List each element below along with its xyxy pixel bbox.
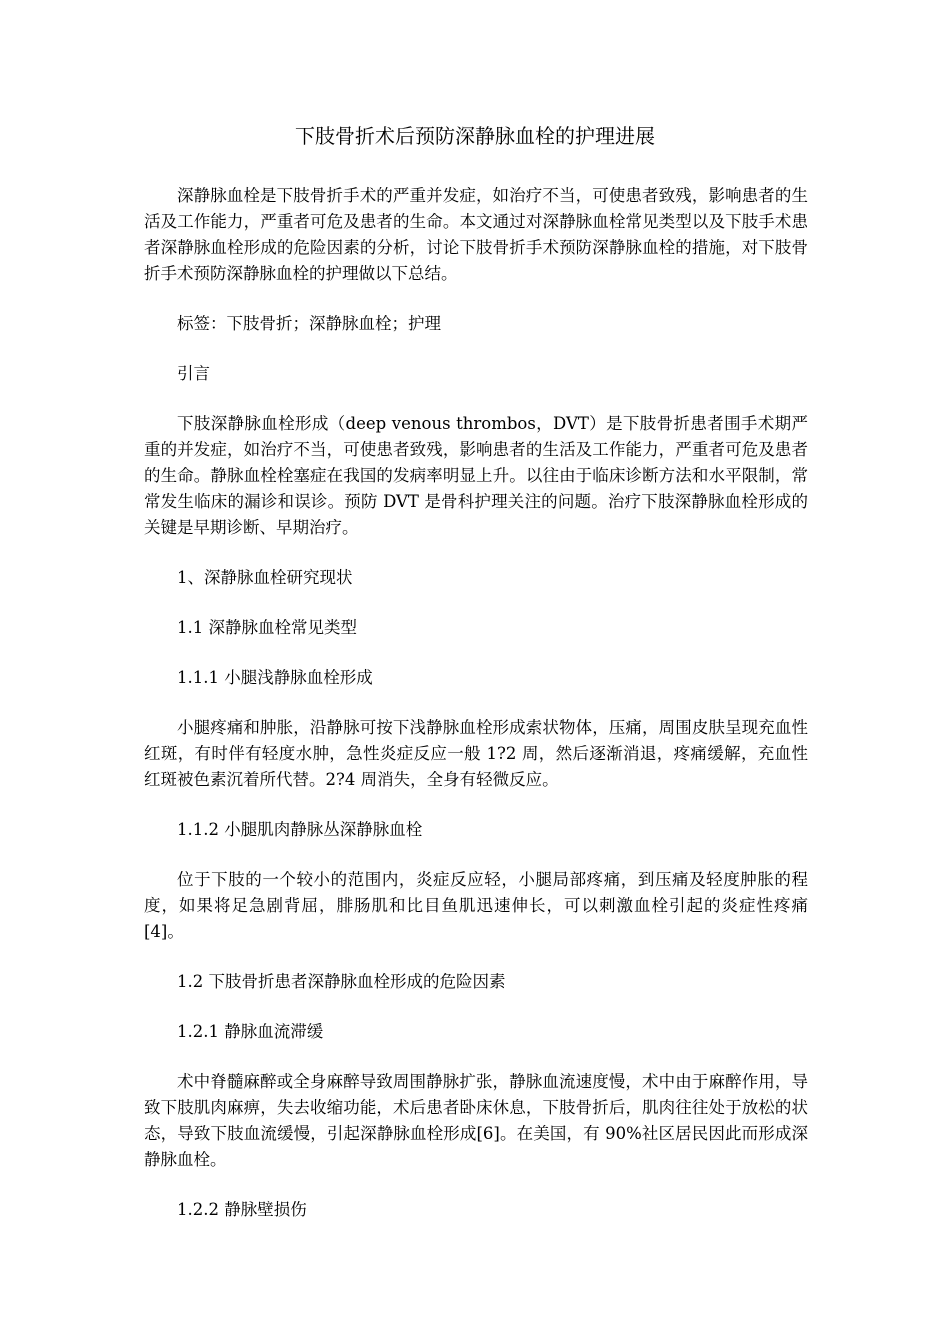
section-heading-1-2-2: 1.2.2 静脉壁损伤 (177, 1200, 307, 1219)
section-heading-1-1: 1.1 深静脉血栓常见类型 (177, 618, 357, 637)
document-body (144, 183, 808, 1247)
paragraph-1-1-1: 小腿疼痛和肿胀，沿静脉可按下浅静脉血栓形成索状物体，压痛，周围皮肤呈现充血性红斑，有时伴有轻度水肿，急性炎症反应一般 1?2 周，然后逐渐消退，疼痛缓解，充血性红斑被色素沉着所代替。2?4 周消失，全身有轻微反应。 (144, 718, 808, 789)
paragraph-1-1-2: 位于下肢的一个较小的范围内，炎症反应轻，小腿局部疼痛，到压痛及轻度肿胀的程度，如果将足急剧背屈，腓肠肌和比目鱼肌迅速伸长，可以刺激血栓引起的炎症性疼痛[4]。 (144, 870, 808, 941)
section-heading-introduction: 引言 (177, 364, 210, 383)
abstract-paragraph: 深静脉血栓是下肢骨折手术的严重并发症，如治疗不当，可使患者致残，影响患者的生活及工作能力，严重者可危及患者的生命。本文通过对深静脉血栓常见类型以及下肢手术患者深静脉血栓形成的危险因素的分析，讨论下肢骨折手术预防深静脉血栓的措施，对下肢骨折手术预防深静脉血栓的护理做以下总结。 (144, 186, 808, 283)
paragraph-1-2-1: 术中脊髓麻醉或全身麻醉导致周围静脉扩张，静脉血流速度慢，术中由于麻醉作用，导致下肢肌肉麻痹，失去收缩功能，术后患者卧床休息，下肢骨折后，肌肉往往处于放松的状态，导致下肢血流缓慢，引起深静脉血栓形成[6]。在美国，有 90%社区居民因此而形成深静脉血栓。 (144, 1072, 808, 1169)
section-heading-1-2: 1.2 下肢骨折患者深静脉血栓形成的危险因素 (177, 972, 506, 991)
section-heading-1: 1、深静脉血栓研究现状 (177, 568, 353, 587)
document-title: 下肢骨折术后预防深静脉血栓的护理进展 (295, 124, 655, 148)
section-heading-1-1-1: 1.1.1 小腿浅静脉血栓形成 (177, 668, 373, 687)
section-heading-1-2-1: 1.2.1 静脉血流滞缓 (177, 1022, 324, 1041)
section-heading-1-1-2: 1.1.2 小腿肌肉静脉丛深静脉血栓 (177, 820, 423, 839)
keywords-paragraph: 标签：下肢骨折；深静脉血栓；护理 (177, 314, 441, 333)
introduction-paragraph: 下肢深静脉血栓形成（deep venous thrombos，DVT）是下肢骨折患者围手术期严重的并发症，如治疗不当，可使患者致残，影响患者的生活及工作能力，严重者可危及患者的生命。静脉血栓栓塞症在我国的发病率明显上升。以往由于临床诊断方法和水平限制，常常发生临床的漏诊和误诊。预防 DVT 是骨科护理关注的问题。治疗下肢深静脉血栓形成的关键是早期诊断、早期治疗。 (144, 414, 808, 537)
